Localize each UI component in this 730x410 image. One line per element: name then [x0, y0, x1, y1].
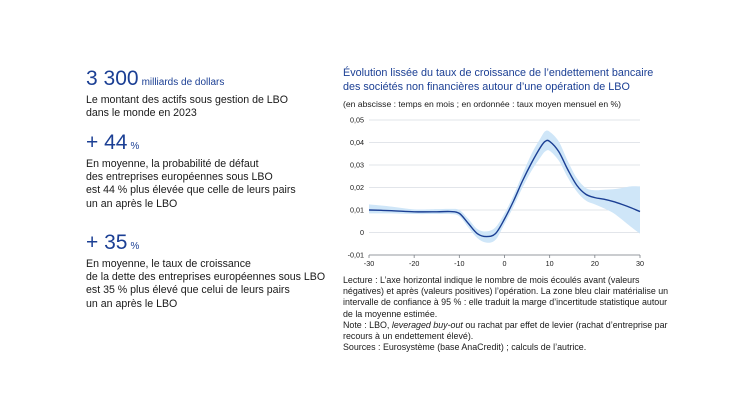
y-tick-label: 0 — [360, 228, 364, 237]
definition-note — [343, 320, 673, 342]
stat-value: + 35 — [86, 231, 128, 254]
x-tick-label: -10 — [454, 259, 465, 268]
note-italic: leveraged buy-out — [391, 319, 463, 330]
x-tick-label: 30 — [636, 259, 644, 268]
x-tick-label: 10 — [545, 259, 554, 268]
y-tick-label: 0,03 — [350, 160, 364, 170]
stat-value: 3 300 — [86, 67, 139, 90]
stat-value: + 44 — [86, 131, 128, 154]
chart-notes — [343, 275, 673, 353]
stat-value-line — [86, 132, 296, 158]
stat-value-line — [86, 68, 288, 94]
grid — [369, 120, 640, 255]
reading-note: Lecture : L’axe horizontal indique le nombre de mois écoulés avant (valeurs négatives) et après (valeurs positives) l’opération. La zone bleu clair matérialise un intervalle de confiance à 95 % : elle traduit la marge d’incertitude statistique autour de la moyenne estimée. — [343, 275, 669, 319]
chart-title: Évolution lissée du taux de croissance de l’endettement bancaire des sociétés non financières autour d’une opération de LBO — [343, 67, 654, 93]
x-tick-label: 20 — [590, 259, 599, 268]
x-tick-label: 0 — [502, 259, 507, 268]
y-tick-label: 0,01 — [350, 205, 364, 215]
y-tick-label: -0,01 — [347, 250, 364, 260]
sources-note: Sources : Eurosystème (base AnaCredit) ; calculs de l’autrice. — [343, 342, 587, 353]
y-tick-label: 0,04 — [350, 138, 364, 147]
chart-subtitle: (en abscisse : temps en mois ; en ordonnée : taux moyen mensuel en %) — [343, 99, 622, 109]
stat-description: En moyenne, la probabilité de défaut des entreprises européennes sous LBO est 44 % plus élevée que celle de leurs pairs un an après le LBO — [86, 158, 296, 210]
confidence-band — [369, 130, 640, 242]
y-tick-label: 0,02 — [350, 183, 364, 192]
x-tick-label: -20 — [408, 259, 420, 268]
note-prefix: Note : LBO, — [343, 319, 392, 330]
stat-unit: milliards de dollars — [141, 77, 225, 88]
chart — [330, 110, 650, 270]
stat-description: Le montant des actifs sous gestion de LBO dans le monde en 2023 — [86, 94, 288, 120]
stat-description: En moyenne, le taux de croissance de la dette des entreprises européennes sous LBO est 35 % plus élevé que celui de leurs pairs un an après le LBO — [86, 258, 326, 310]
stat-unit: % — [130, 241, 140, 252]
y-tick-label: 0,05 — [350, 115, 364, 125]
note-suffix: ou rachat par effet de levier (rachat d’entreprise par recours à un endettement élevé). — [343, 319, 668, 342]
stat-value-line — [86, 232, 325, 258]
x-tick-label: -30 — [363, 259, 375, 268]
stat-debt-growth — [86, 232, 325, 311]
stat-assets — [86, 68, 288, 120]
stat-default-probability — [86, 132, 296, 211]
stat-unit: % — [130, 141, 140, 152]
